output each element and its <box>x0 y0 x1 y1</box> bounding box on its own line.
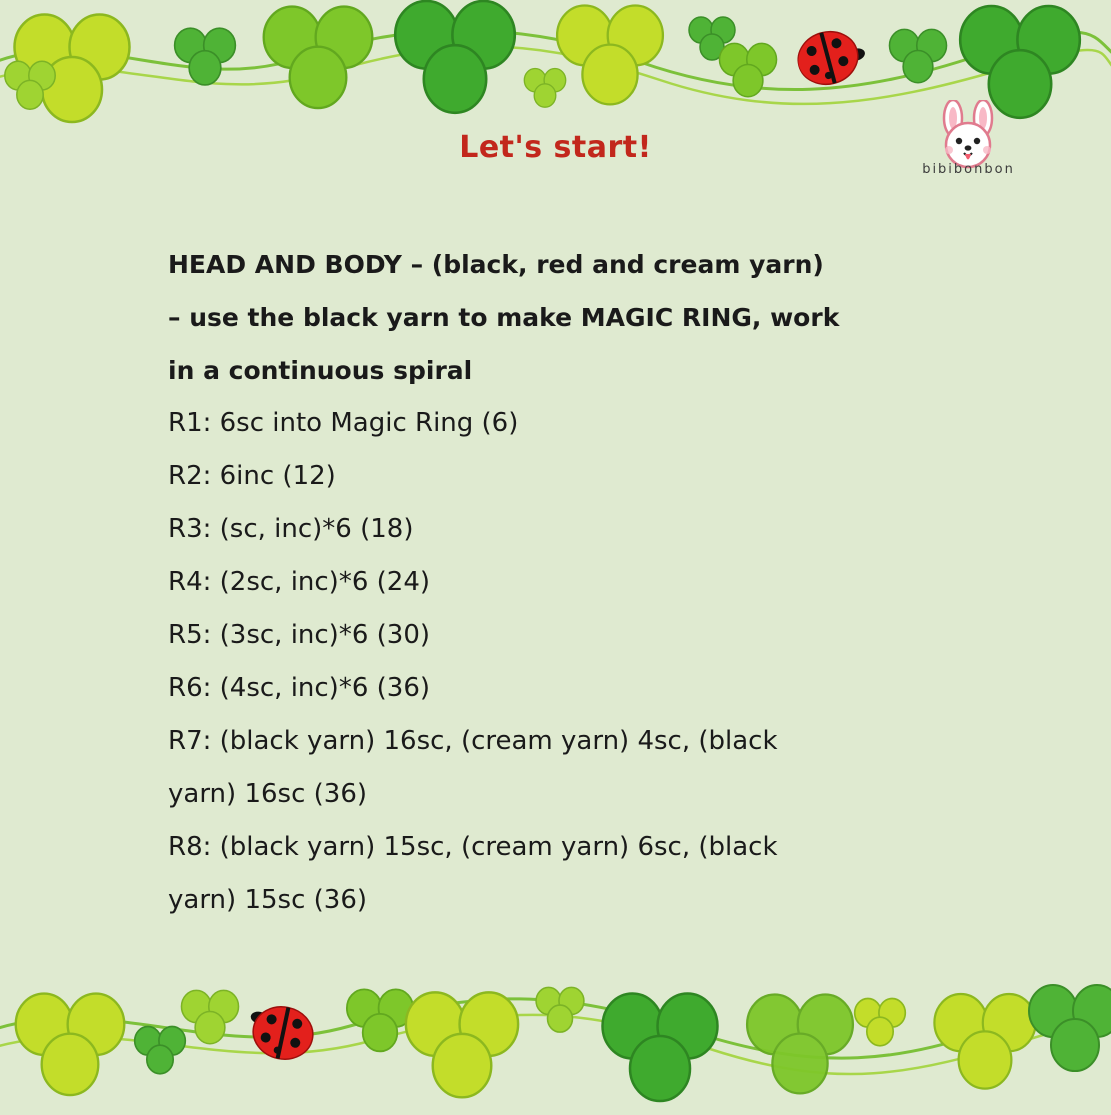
pattern-line: R4: (2sc, inc)*6 (24) <box>168 567 431 597</box>
pattern-line: – use the black yarn to make MAGIC RING, work <box>168 303 840 332</box>
pattern-line: R3: (sc, inc)*6 (18) <box>168 514 414 544</box>
pattern-line: yarn) 15sc (36) <box>168 885 367 915</box>
pattern-line: yarn) 16sc (36) <box>168 779 367 809</box>
pattern-line: R6: (4sc, inc)*6 (36) <box>168 673 431 703</box>
pattern-line: R7: (black yarn) 16sc, (cream yarn) 4sc, (black <box>168 726 778 756</box>
logo-text: bibibonbon <box>922 162 1015 177</box>
ladybug-icon <box>243 1000 317 1064</box>
pattern-line: R2: 6inc (12) <box>168 461 336 491</box>
pattern-line: in a continuous spiral <box>168 356 473 385</box>
brand-logo <box>901 100 1036 210</box>
pattern-line: R1: 6sc into Magic Ring (6) <box>168 408 519 438</box>
pattern-text <box>168 238 968 927</box>
clover-border-bottom <box>0 971 1111 1111</box>
ladybug-icon <box>792 23 870 91</box>
page-title: Let's start! <box>459 130 652 165</box>
pattern-line: R8: (black yarn) 15sc, (cream yarn) 6sc, (black <box>168 832 778 862</box>
pattern-line: R5: (3sc, inc)*6 (30) <box>168 620 431 650</box>
pattern-line: HEAD AND BODY – (black, red and cream yarn) <box>168 250 824 279</box>
